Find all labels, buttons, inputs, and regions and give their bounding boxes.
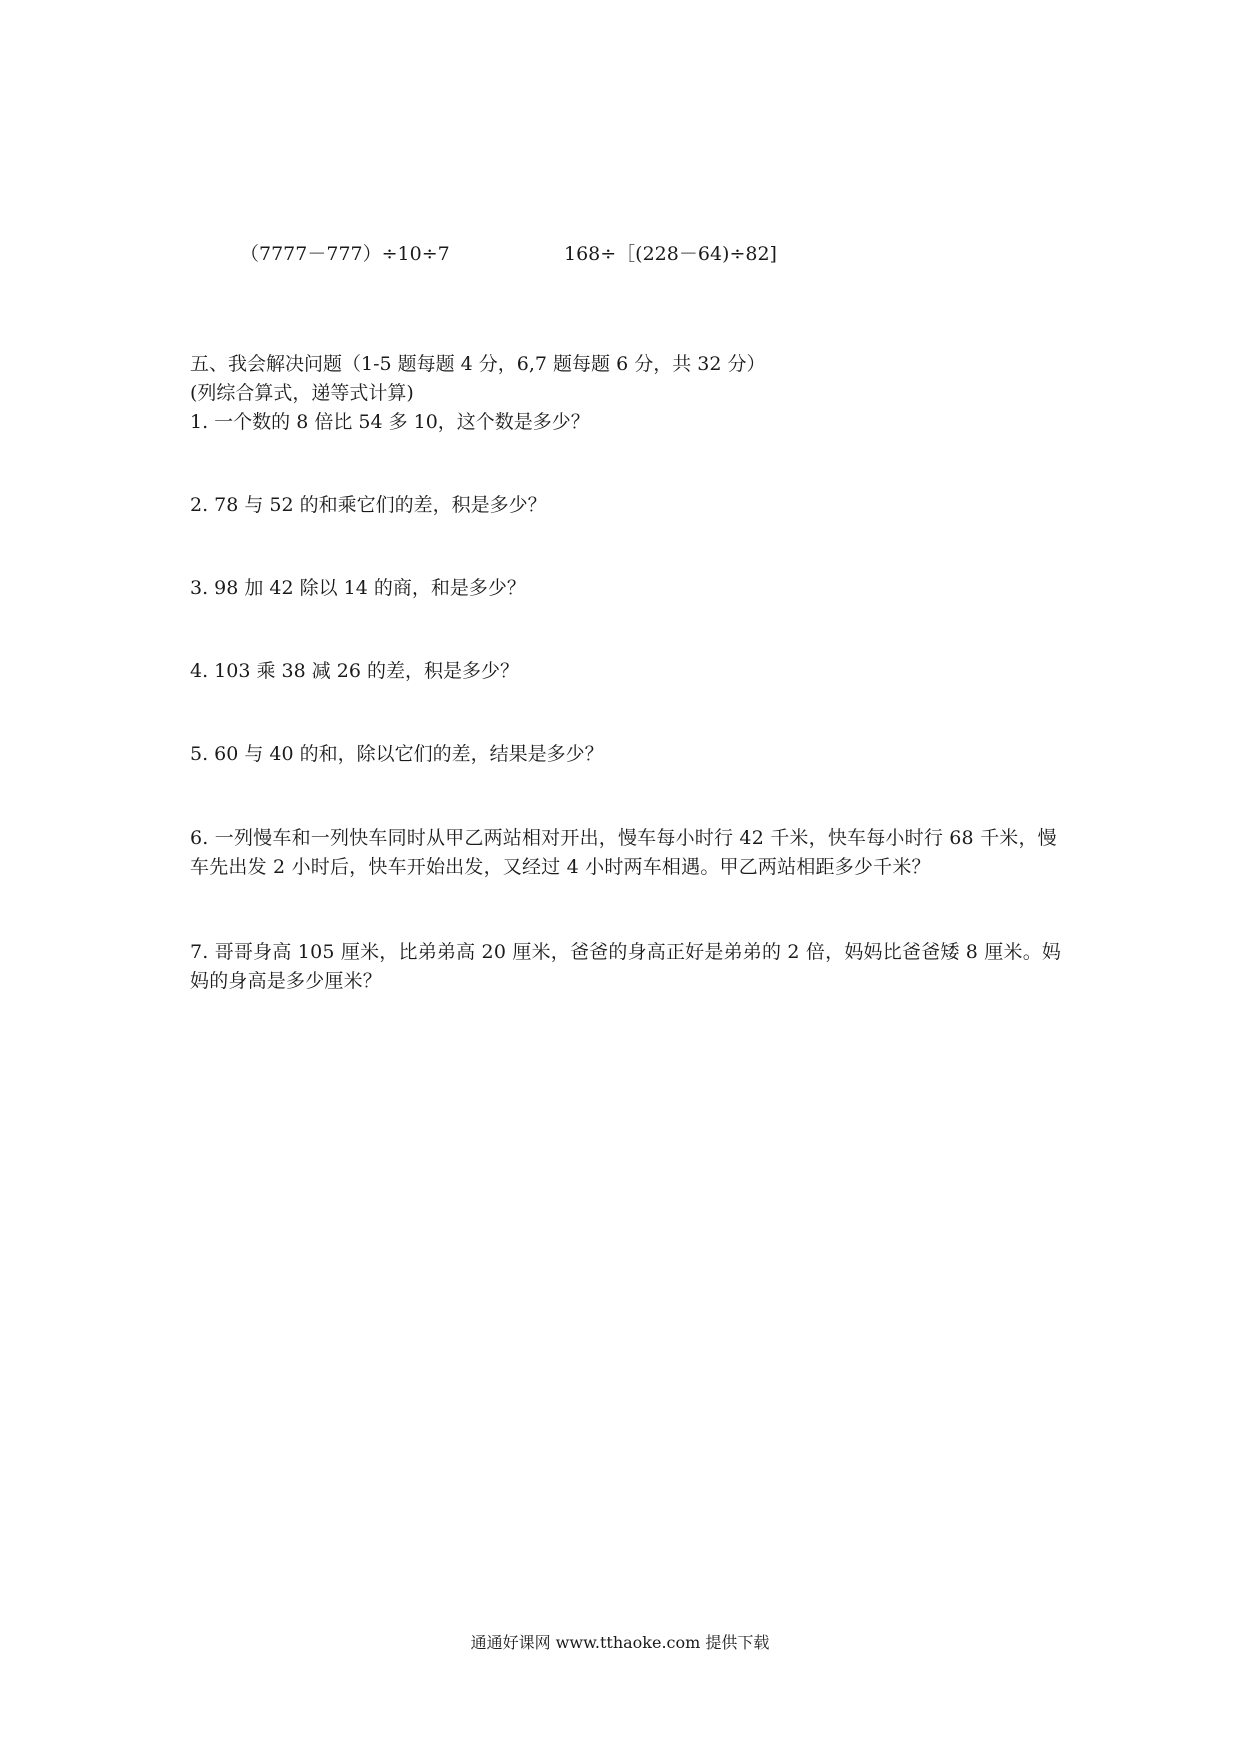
section-instruction: (列综合算式，递等式计算) (190, 382, 414, 404)
calculation-expression-1: （7777－777）÷10÷7 (240, 243, 450, 265)
question-2: 2. 78 与 52 的和乘它们的差，积是多少？ (190, 494, 547, 516)
question-5: 5. 60 与 40 的和，除以它们的差，结果是多少？ (190, 743, 604, 765)
calculation-expression-2: 168÷［(228－64)÷82] (564, 243, 777, 265)
section-title: 五、我会解决问题（1-5 题每题 4 分，6,7 题每题 6 分，共 32 分） (190, 353, 766, 375)
problem-solving-section (190, 350, 1070, 996)
question-4: 4. 103 乘 38 减 26 的差，积是多少？ (190, 660, 519, 682)
question-3: 3. 98 加 42 除以 14 的商，和是多少？ (190, 577, 526, 599)
question-6: 6. 一列慢车和一列快车同时从甲乙两站相对开出，慢车每小时行 42 千米，快车每小时行 68 千米，慢车先出发 2 小时后，快车开始出发，又经过 4 小时两车相遇。甲乙两站相距多少千米？ (190, 827, 1057, 878)
question-7: 7. 哥哥身高 105 厘米，比弟弟高 20 厘米，爸爸的身高正好是弟弟的 2 倍，妈妈比爸爸矮 8 厘米。妈妈的身高是多少厘米？ (190, 941, 1062, 992)
question-1: 1. 一个数的 8 倍比 54 多 10，这个数是多少？ (190, 411, 590, 433)
page-footer: 通通好课网 www.tthaoke.com 提供下载 (470, 1633, 770, 1652)
